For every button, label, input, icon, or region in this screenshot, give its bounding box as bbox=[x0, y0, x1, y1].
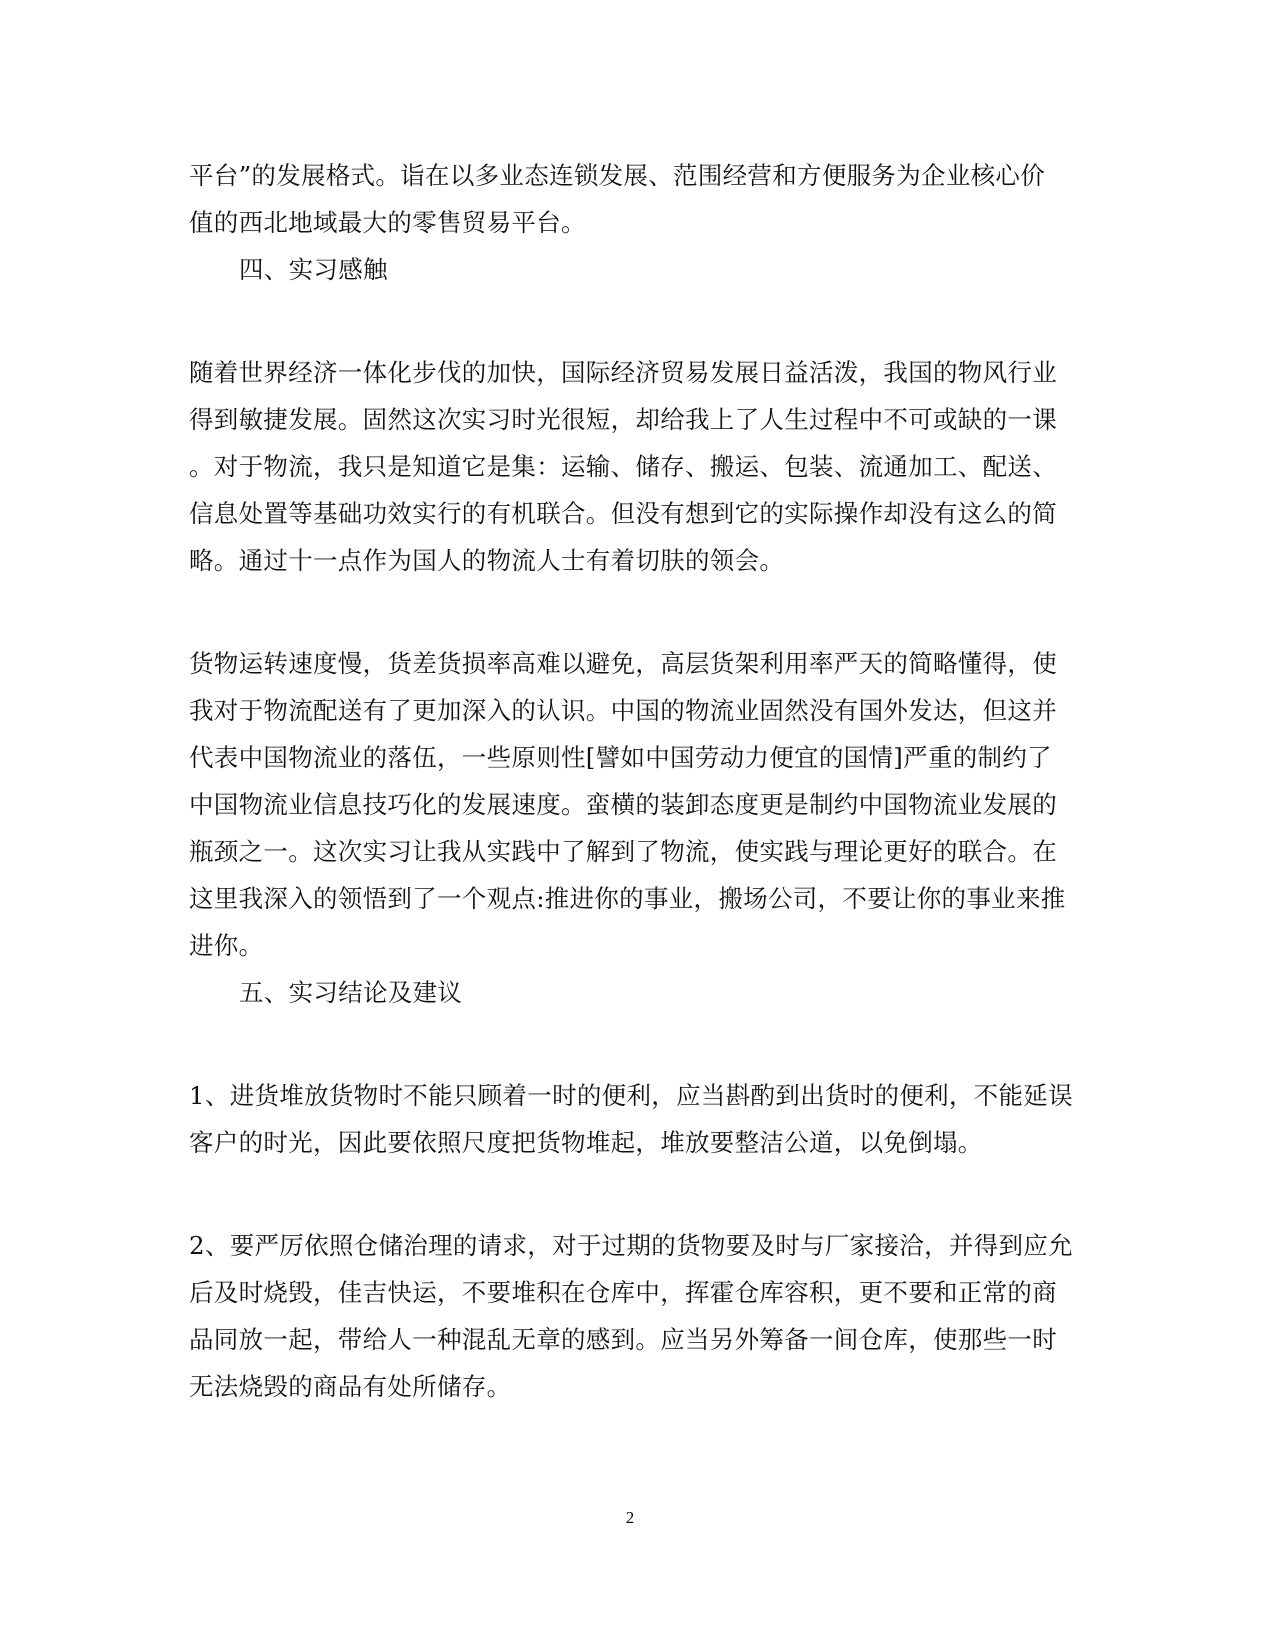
text-line: 略。通过十一点作为国人的物流人士有着切肤的领会。 bbox=[189, 546, 785, 575]
text-line: 。对于物流，我只是知道它是集：运输、储存、搬运、包装、流通加工、配送、 bbox=[189, 452, 1057, 481]
text-line: 信息处置等基础功效实行的有机联合。但没有想到它的实际操作却没有这么的简 bbox=[189, 499, 1057, 528]
text-line: 客户的时光，因此要依照尺度把货物堆起，堆放要整洁公道，以免倒塌。 bbox=[189, 1128, 983, 1157]
text-line: 得到敏捷发展。固然这次实习时光很短，却给我上了人生过程中不可或缺的一课 bbox=[189, 405, 1057, 434]
text-line: 货物运转速度慢，货差货损率高难以避免，高层货架利用率严天的简略懂得，使 bbox=[189, 649, 1057, 678]
text-line: 2、要严厉依照仓储治理的请求，对于过期的货物要及时与厂家接洽，并得到应允 bbox=[189, 1231, 1073, 1260]
section-heading-4: 四、实习感触 bbox=[239, 255, 388, 284]
text-line: 这里我深入的领悟到了一个观点:推进你的事业，搬场公司，不要让你的事业来推 bbox=[189, 884, 1066, 913]
text-line: 1、进货堆放货物时不能只顾着一时的便利，应当斟酌到出货时的便利，不能延误 bbox=[189, 1081, 1073, 1110]
text-line: 值的西北地域最大的零售贸易平台。 bbox=[189, 208, 586, 237]
text-line: 无法烧毁的商品有处所储存。 bbox=[189, 1372, 512, 1401]
text-line: 进你。 bbox=[189, 931, 264, 960]
text-line: 中国物流业信息技巧化的发展速度。蛮横的装卸态度更是制约中国物流业发展的 bbox=[189, 790, 1057, 819]
paragraph-impressions-1 bbox=[189, 349, 1069, 584]
paragraph-impressions-2 bbox=[189, 640, 1069, 969]
text-line: 品同放一起，带给人一种混乱无章的感到。应当另外筹备一间仓库，使那些一时 bbox=[189, 1325, 1057, 1354]
intro-paragraph bbox=[189, 152, 1069, 246]
recommendation-item-2 bbox=[189, 1222, 1073, 1410]
page-number: 2 bbox=[625, 1508, 635, 1527]
text-line: 随着世界经济一体化步伐的加快，国际经济贸易发展日益活泼，我国的物风行业 bbox=[189, 358, 1057, 387]
text-line: 瓶颈之一。这次实习让我从实践中了解到了物流，使实践与理论更好的联合。在 bbox=[189, 837, 1057, 866]
text-line: 我对于物流配送有了更加深入的认识。中国的物流业固然没有国外发达，但这并 bbox=[189, 696, 1057, 725]
section-heading-5: 五、实习结论及建议 bbox=[239, 978, 463, 1007]
recommendation-item-1 bbox=[189, 1072, 1073, 1166]
text-line: 后及时烧毁，佳吉快运，不要堆积在仓库中，挥霍仓库容积，更不要和正常的商 bbox=[189, 1278, 1057, 1307]
text-line: 代表中国物流业的落伍，一些原则性[譬如中国劳动力便宜的国情]严重的制约了 bbox=[189, 743, 1052, 772]
document-body bbox=[189, 152, 1073, 1410]
text-line: 平台”的发展格式。诣在以多业态连锁发展、范围经营和方便服务为企业核心价 bbox=[189, 161, 1046, 190]
